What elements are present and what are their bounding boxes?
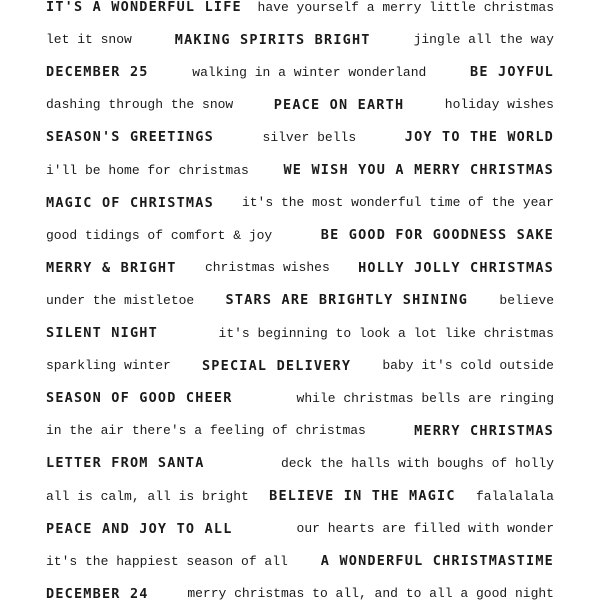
phrase-row [46,322,554,344]
phrase-caps: JOY TO THE WORLD [404,129,554,146]
phrase-row [46,518,554,540]
phrase-caps: SEASON OF GOOD CHEER [46,390,233,407]
phrase-typewriter: walking in a winter wonderland [192,64,427,80]
phrase-row [46,94,554,116]
phrase-typewriter: merry christmas to all, and to all a good night [187,586,554,600]
phrase-caps: MERRY & BRIGHT [46,259,177,276]
phrase-typewriter: while christmas bells are ringing [296,390,554,406]
phrase-caps: LETTER FROM SANTA [46,455,205,472]
phrase-row [46,257,554,279]
phrase-typewriter: dashing through the snow [46,97,234,113]
phrase-caps: DECEMBER 25 [46,64,149,81]
phrase-row [46,485,554,507]
phrase-row [46,224,554,246]
phrase-typewriter: it's the happiest season of all [46,553,288,569]
phrase-caps: MERRY CHRISTMAS [414,422,554,439]
phrase-typewriter: silver bells [262,129,357,145]
phrase-caps: PEACE ON EARTH [273,96,405,113]
phrase-typewriter: all is calm, all is bright [46,488,249,504]
phrase-caps: STARS ARE BRIGHTLY SHINING [225,292,469,309]
phrase-caps: BE GOOD FOR GOODNESS SAKE [320,227,554,244]
phrase-caps: SEASON'S GREETINGS [46,129,214,146]
phrase-typewriter: have yourself a merry little christmas [257,0,554,15]
phrase-caps: PEACE AND JOY TO ALL [46,520,233,537]
phrase-row [46,452,554,474]
phrase-typewriter: deck the halls with boughs of holly [280,455,554,471]
phrase-row [46,29,554,51]
phrase-row [46,583,554,600]
phrase-row [46,387,554,409]
phrase-typewriter: baby it's cold outside [382,358,554,374]
phrase-caps: BE JOYFUL [470,64,554,81]
phrase-caps: MAGIC OF CHRISTMAS [46,194,214,211]
phrase-caps: SILENT NIGHT [46,325,158,341]
phrase-caps: WE WISH YOU A MERRY CHRISTMAS [283,162,554,178]
phrase-row [46,289,554,311]
phrase-typewriter: sparkling winter [46,358,171,374]
phrase-caps: BELIEVE IN THE MAGIC [269,488,456,504]
phrase-caps: A WONDERFUL CHRISTMASTIME [320,553,554,570]
phrase-row [46,192,554,214]
phrase-typewriter: jingle all the way [413,32,554,48]
phrase-typewriter: christmas wishes [204,260,330,276]
phrase-typewriter: falalalala [475,488,554,504]
phrase-typewriter: our hearts are filled with wonder [296,521,554,537]
phrase-row [46,61,554,83]
phrase-caps: IT'S A WONDERFUL LIFE [46,0,242,15]
phrase-caps: MAKING SPIRITS BRIGHT [174,31,371,48]
phrase-row [46,126,554,148]
phrase-row [46,0,554,18]
phrase-row [46,550,554,572]
phrase-typewriter: it's the most wonderful time of the year [241,195,554,211]
phrase-caps: DECEMBER 24 [46,585,149,600]
phrase-typewriter: good tidings of comfort & joy [46,227,273,243]
phrase-typewriter: i'll be home for christmas [46,162,249,178]
phrase-typewriter: under the mistletoe [46,292,195,308]
phrase-row [46,420,554,442]
phrase-row [46,159,554,181]
phrase-caps: HOLLY JOLLY CHRISTMAS [358,259,554,276]
phrase-typewriter: in the air there's a feeling of christmas [46,423,366,439]
phrase-row [46,355,554,377]
phrase-typewriter: holiday wishes [444,97,554,113]
phrase-typewriter: it's beginning to look a lot like christmas [218,325,554,341]
phrase-typewriter: believe [499,292,554,308]
phrase-typewriter: let it snow [46,32,132,48]
phrase-caps: SPECIAL DELIVERY [201,357,352,374]
